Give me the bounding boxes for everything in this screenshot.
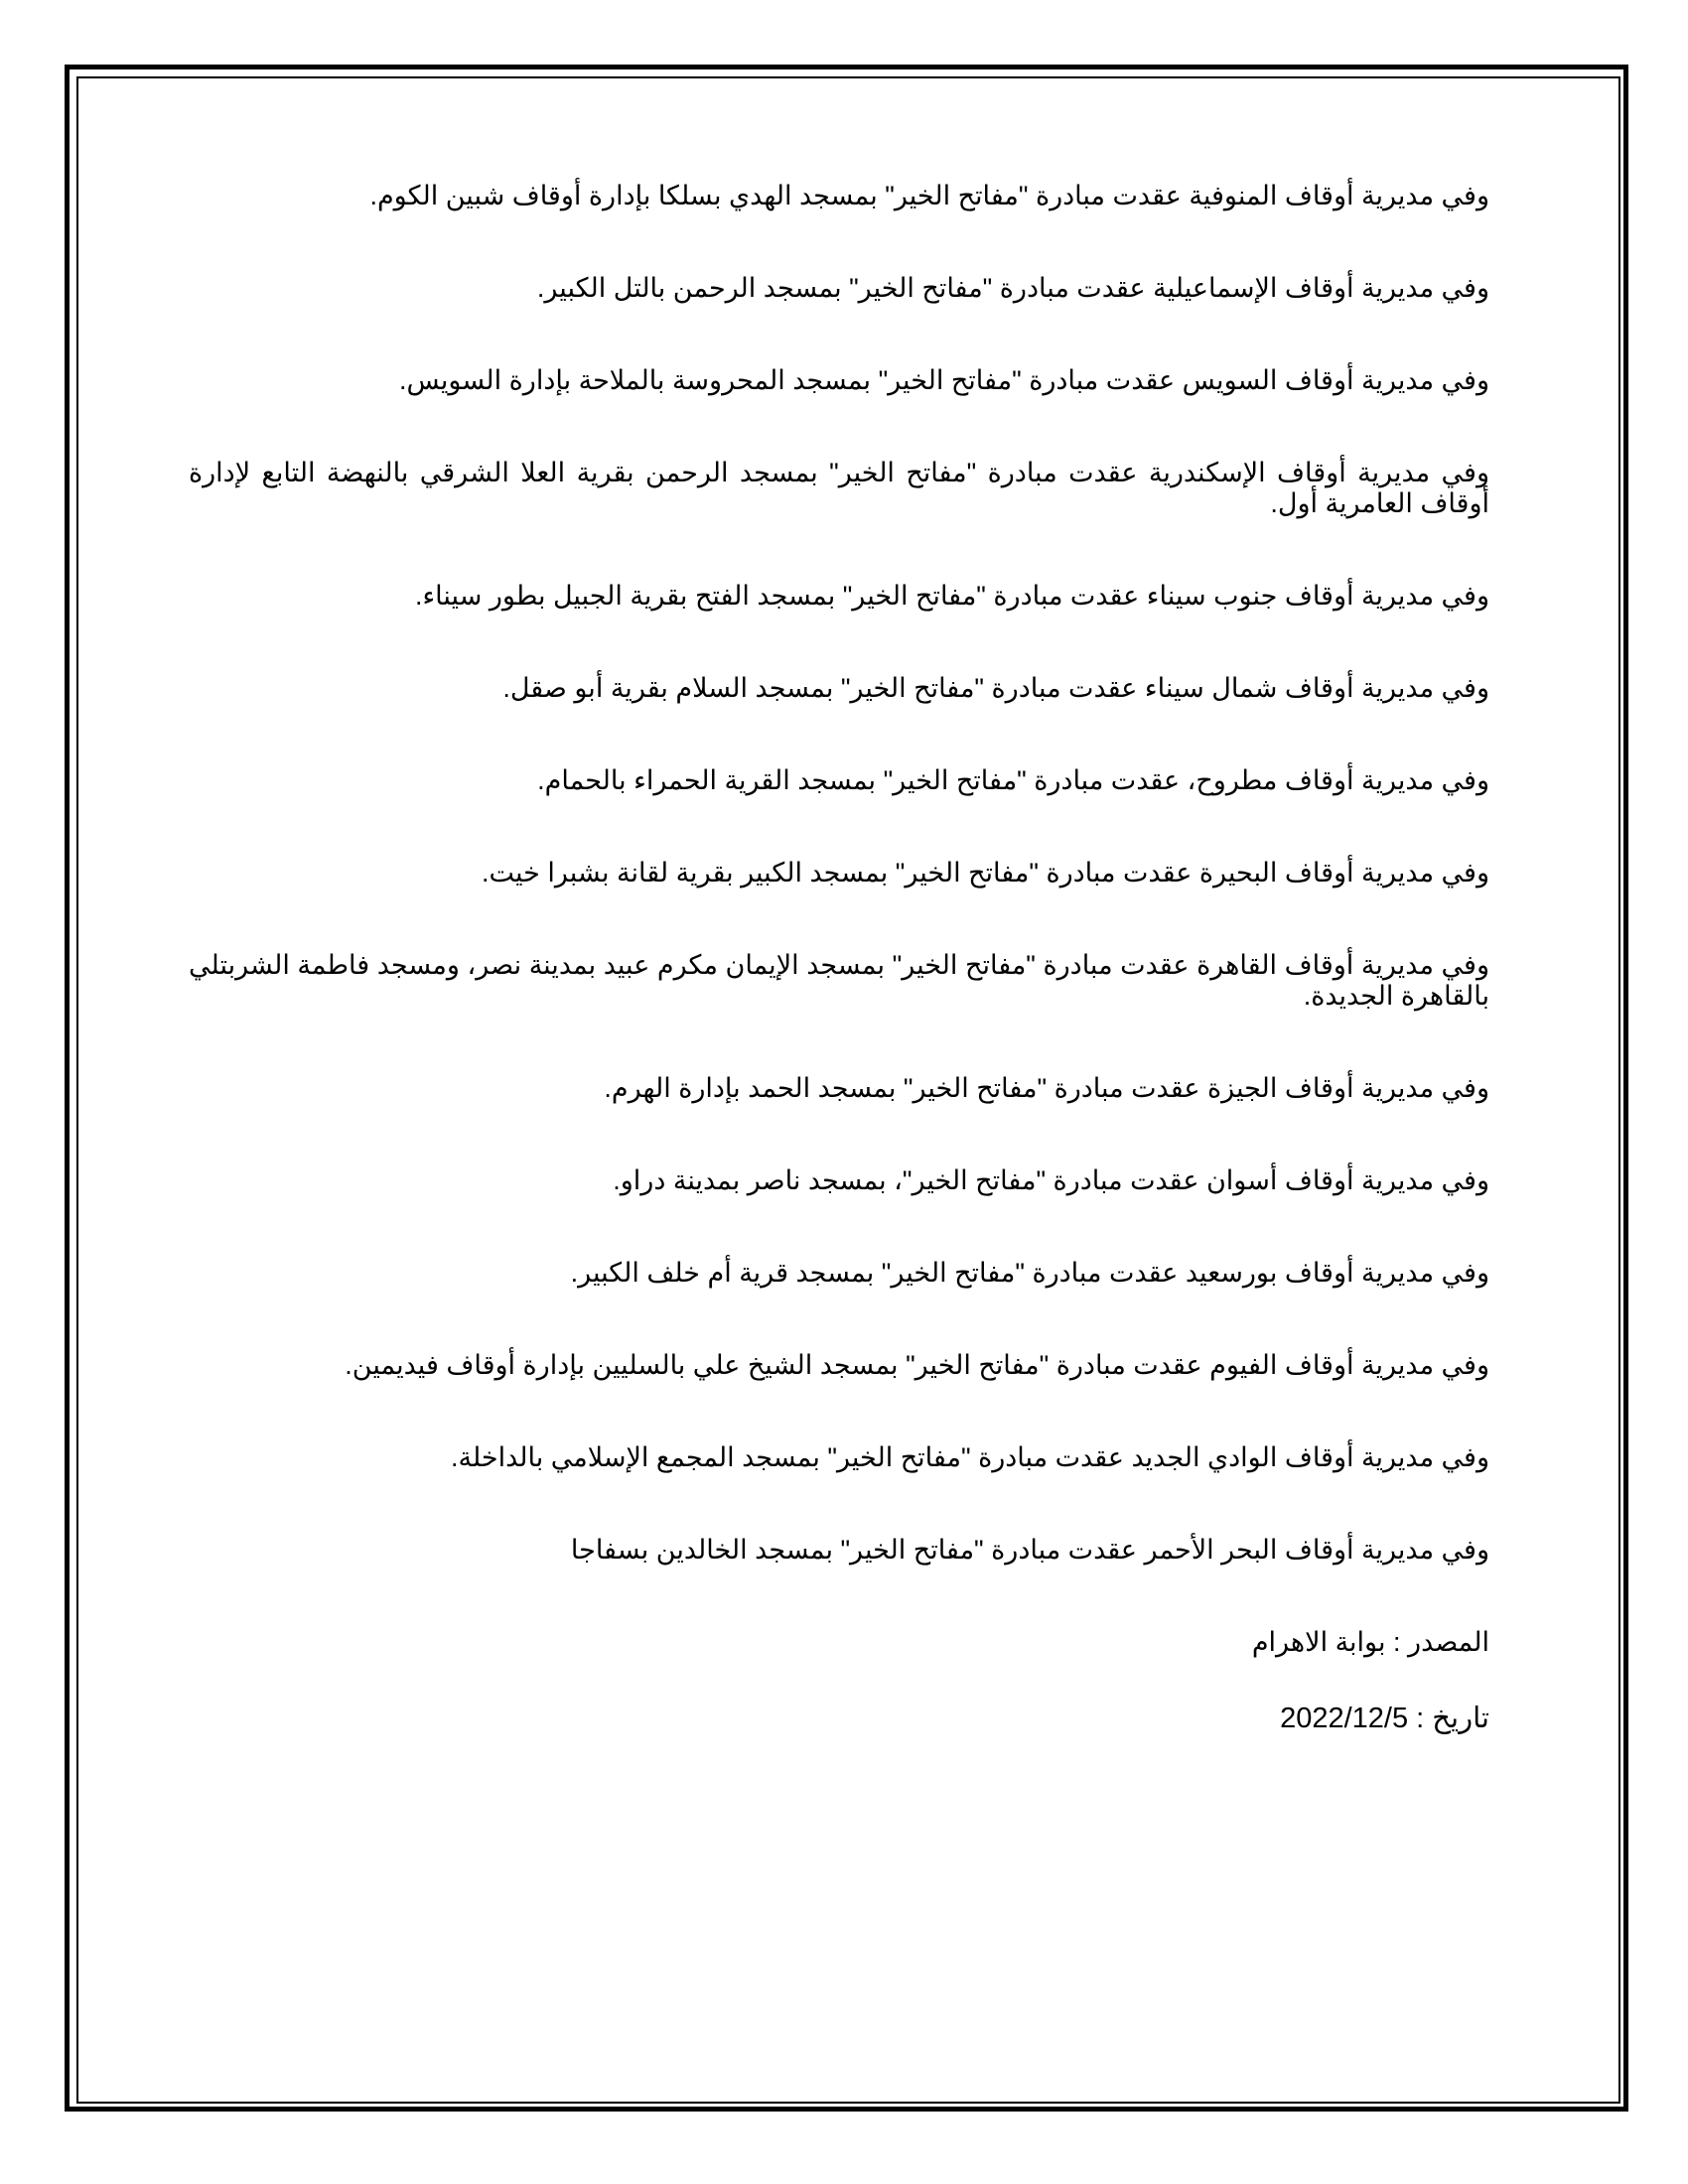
paragraph-north-sinai: وفي مديرية أوقاف شمال سيناء عقدت مبادرة "مفاتح الخير" بمسجد السلام بقرية أبو صقل. bbox=[502, 673, 1489, 703]
document-body bbox=[189, 181, 1489, 1734]
paragraph-new-valley: وفي مديرية أوقاف الوادي الجديد عقدت مبادرة "مفاتح الخير" بمسجد المجمع الإسلامي بالداخلة. bbox=[451, 1442, 1489, 1472]
paragraph-giza: وفي مديرية أوقاف الجيزة عقدت مبادرة "مفاتح الخير" بمسجد الحمد بإدارة الهرم. bbox=[604, 1073, 1489, 1103]
date-value: 2022/12/5 bbox=[1280, 1703, 1409, 1734]
paragraph-port-said: وفي مديرية أوقاف بورسعيد عقدت مبادرة "مفاتح الخير" بمسجد قرية أم خلف الكبير. bbox=[570, 1258, 1489, 1288]
paragraph-aswan: وفي مديرية أوقاف أسوان عقدت مبادرة "مفاتح الخير"، بمسجد ناصر بمدينة دراو. bbox=[613, 1165, 1489, 1195]
date-label: تاريخ : bbox=[1416, 1703, 1489, 1734]
paragraph-red-sea: وفي مديرية أوقاف البحر الأحمر عقدت مبادرة "مفاتح الخير" بمسجد الخالدين بسفاجا bbox=[570, 1535, 1489, 1565]
paragraph-menoufia: وفي مديرية أوقاف المنوفية عقدت مبادرة "مفاتح الخير" بمسجد الهدي بسلكا بإدارة أوقاف شبين الكوم. bbox=[369, 181, 1489, 210]
date-line bbox=[189, 1704, 1489, 1734]
paragraph-beheira: وفي مديرية أوقاف البحيرة عقدت مبادرة "مفاتح الخير" بمسجد الكبير بقرية لقانة بشبرا خيت. bbox=[481, 858, 1489, 887]
paragraph-ismailia: وفي مديرية أوقاف الإسماعيلية عقدت مبادرة "مفاتح الخير" بمسجد الرحمن بالتل الكبير. bbox=[536, 273, 1489, 303]
paragraph-south-sinai: وفي مديرية أوقاف جنوب سيناء عقدت مبادرة "مفاتح الخير" بمسجد الفتح بقرية الجبيل بطور سيناء. bbox=[414, 581, 1489, 611]
paragraph-suez: وفي مديرية أوقاف السويس عقدت مبادرة "مفاتح الخير" بمسجد المحروسة بالملاحة بإدارة السويس. bbox=[398, 365, 1489, 395]
paragraph-alexandria: وفي مديرية أوقاف الإسكندرية عقدت مبادرة "مفاتح الخير" بمسجد الرحمن بقرية العلا الشرقي بالنهضة التابع لإدارة أوقاف العامرية أول. bbox=[189, 458, 1489, 518]
paragraph-fayoum: وفي مديرية أوقاف الفيوم عقدت مبادرة "مفاتح الخير" بمسجد الشيخ علي بالسليين بإدارة أوقاف فيديمين. bbox=[345, 1350, 1489, 1380]
paragraph-cairo: وفي مديرية أوقاف القاهرة عقدت مبادرة "مفاتح الخير" بمسجد الإيمان مكرم عبيد بمدينة نصر، ومسجد فاطمة الشربتلي بالقاهرة الجديدة. bbox=[189, 950, 1489, 1011]
paragraph-matrouh: وفي مديرية أوقاف مطروح، عقدت مبادرة "مفاتح الخير" بمسجد القرية الحمراء بالحمام. bbox=[537, 765, 1489, 795]
source-line: المصدر : بوابة الاهرام bbox=[1251, 1627, 1489, 1657]
